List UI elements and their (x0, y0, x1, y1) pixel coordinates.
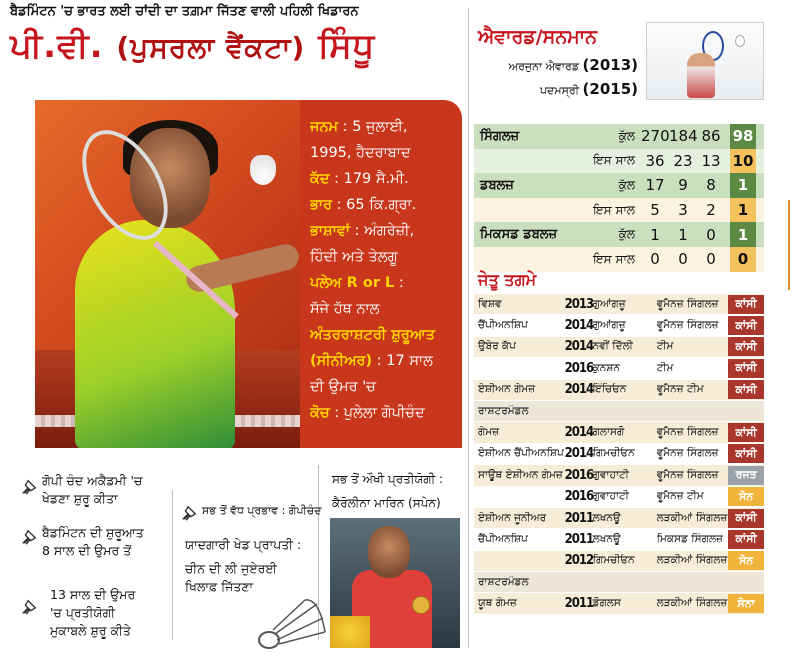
stats-titles: 1 (730, 173, 756, 198)
medal-badge: ਕਾਂਸੀ (728, 509, 764, 528)
edge-accent (788, 200, 790, 290)
stats-lost: 8 (706, 176, 716, 195)
fact-line: 8 ਸਾਲ ਦੀ ਉਮਰ ਤੋਂ (42, 543, 132, 558)
stats-row (474, 247, 764, 272)
medal-row (474, 444, 764, 465)
medal-place: ਡੌਗਲਸ (592, 597, 621, 610)
medal-category: ਵੂਮੈਨਜ਼ ਸਿੰਗਲਜ਼ (656, 468, 719, 481)
medal-event: ਰਾਸ਼ਟਰਮੰਡਲ (478, 575, 529, 588)
bottom-divider (172, 490, 173, 640)
medal-badge: ਸੋਨ (728, 551, 764, 570)
medal-place: ਕੁਨਸ਼ਨ (592, 361, 620, 374)
medal-event: ਚੈਂਪੀਅਨਸ਼ਿਪ (478, 532, 528, 545)
medal-category: ਵੂਮੈਨਜ਼ ਸਿੰਗਲਜ਼ (656, 426, 719, 439)
medal-place: ਨਵੀਂ ਦਿੱਲੀ (592, 340, 633, 353)
stats-lost: 0 (706, 250, 716, 269)
stats-period: ਇਸ ਸਾਲ (593, 202, 635, 217)
debut-key-2: (ਸੀਨੀਅਰ) (310, 353, 373, 369)
medal-year: 2014 (564, 382, 594, 398)
medals-table (474, 294, 764, 615)
medal-place: ਗੁਆਂਗਜ਼ੂ (592, 319, 626, 332)
medal-category: ਵੂਮੈਨਜ਼ ਟੀਮ (656, 490, 704, 503)
medal-place: ਗੁਆਂਗਜ਼ੂ (592, 297, 626, 310)
medal-row (474, 380, 764, 401)
stats-played: 1 (650, 225, 660, 244)
stats-won: 1 (678, 225, 688, 244)
fact-start-age (42, 524, 144, 560)
shuttlecock-icon (735, 35, 745, 47)
medal-row (474, 401, 764, 422)
stats-period: ਇਸ ਸਾਲ (593, 251, 635, 266)
stats-row (474, 198, 764, 223)
medal-row (474, 508, 764, 529)
weight-value: 65 ਕਿ.ਗ੍ਰਾ. (346, 197, 417, 213)
award-label: ਪਦਮਸ੍ਰੀ (539, 84, 580, 97)
medal-year: 2014 (564, 425, 594, 441)
medal-category: ਵੂਮੈਨਜ਼ ਸਿੰਗਲਜ਼ (656, 297, 719, 310)
stats-titles: 1 (730, 222, 756, 247)
medal-badge: ਕਾਂਸੀ (728, 380, 764, 399)
medal-place: ਗਲਾਸਗੋ (592, 426, 625, 439)
fact-line: 'ਚ ਪ੍ਰਤੀਯੋਗੀ (50, 605, 116, 620)
height-value: 179 ਸੈ.ਮੀ. (343, 171, 409, 187)
fact-line: ਖੇਡਣਾ ਸ਼ੁਰੂ ਕੀਤਾ (42, 491, 118, 506)
memorable-value-2: ਖਿਲਾਫ਼ ਜਿੱਤਣਾ (185, 579, 254, 594)
medal-badge: ਕਾਂਸੀ (728, 530, 764, 549)
medal-event: ਏਸ਼ੀਅਨ ਚੈਂਪੀਅਨਸ਼ਿਪ (478, 447, 564, 460)
rival-value: ਕੈਰੋਲੀਨਾ ਮਾਰਿਨ (ਸਪੇਨ) (332, 496, 441, 510)
medal-year: 2013 (564, 296, 594, 312)
profile-box: ਜਨਮ : 5 ਜੁਲਾਈ, 1995, ਹੈਦਰਾਬਾਦ ਕੱਦ : 179 ਸੈ.ਮੀ. ਭਾਰ : 65 ਕਿ.ਗ੍ਰਾ. ਭਾਸ਼ਾਵਾਂ : ਅੰਗਰੇਜ਼ੀ, ਹਿੰਦੀ ਅਤੇ ਤੇਲਗੂ ਪਲੇਅ R or L : ਸੱਜੇ ਹੱਥ ਨਾਲ ਅੰਤਰਰਾਸ਼ਟਰੀ ਸ਼ੁਰੂਆਤ (ਸੀਨੀਅਰ) : 17 ਸਾਲ ਦੀ ਉਮਰ 'ਚ ਕੋਚ : ਪੁਲੇਲਾ ਗੋਪੀਚੰਦ (300, 100, 462, 448)
stats-lost: 86 (701, 127, 721, 146)
stats-played: 5 (650, 201, 660, 220)
medal-place: ਲਖਨਊ (592, 532, 621, 545)
stats-lost: 0 (706, 225, 716, 244)
influence: ਸਭ ਤੋਂ ਵੱਧ ਪ੍ਰਭਾਵ : ਗੋਪੀਚੰਦ (202, 504, 322, 517)
stats-row (474, 149, 764, 174)
stats-played: 0 (650, 250, 660, 269)
fact-line: 13 ਸਾਲ ਦੀ ਉਮਰ (50, 587, 136, 602)
stats-won: 184 (669, 127, 698, 146)
height-key: ਕੱਦ (310, 171, 330, 187)
coach-value: ਪੁਲੇਲਾ ਗੋਪੀਚੰਦ (343, 405, 425, 421)
award-arjuna (478, 56, 638, 78)
shuttlecock-icon (180, 504, 198, 522)
shuttlecock-icon (250, 155, 276, 185)
medal-place: ਗਿਮਚੀਓਨ (592, 447, 635, 460)
memorable-key: ਯਾਦਗਾਰੀ ਖੇਡ ਪ੍ਰਾਪਤੀ : (185, 537, 302, 552)
medal-badge (728, 573, 764, 592)
languages-value: ਅੰਗਰੇਜ਼ੀ, (364, 223, 415, 239)
medal-icon (412, 596, 430, 614)
medal-place: ਗੁਵਾਹਾਟੀ (592, 468, 629, 481)
medal-category: ਲੜਕੀਆਂ ਸਿੰਗਲਜ਼ (656, 554, 728, 567)
medal-year: 2016 (564, 467, 594, 483)
stats-played: 270 (641, 127, 670, 146)
rival-key: ਸਭ ਤੋਂ ਔਖੀ ਪ੍ਰਤੀਯੋਗੀ : (332, 472, 444, 486)
podium-photo (330, 518, 460, 648)
medal-badge: ਰਜਤ (728, 466, 764, 485)
plays-key: ਪਲੇਅ R or L (310, 275, 395, 291)
stats-category: ਮਿਕਸਡ ਡਬਲਜ਼ (480, 227, 558, 243)
stats-titles: 10 (730, 149, 756, 174)
medal-badge: ਕਾਂਸੀ (728, 295, 764, 314)
medal-year: 2014 (564, 318, 594, 334)
stats-row (474, 124, 764, 149)
awards-title: ਐਵਾਰਡ/ਸਨਮਾਨ (478, 26, 598, 48)
medal-badge: ਕਾਂਸੀ (728, 423, 764, 442)
stats-category: ਡਬਲਜ਼ (480, 177, 514, 193)
name-full: (ਪੁਸਰਲਾ ਵੈਂਕਟਾ) (116, 31, 306, 64)
medal-event: ਯੂਥ ਗੇਮਜ਼ (478, 597, 517, 610)
birth-value-2: 1995, ਹੈਦਰਾਬਾਦ (310, 145, 411, 161)
memorable-value: ਚੀਨ ਦੀ ਲੀ ਜੁਏਰਈ (185, 561, 277, 576)
award-year: (2015) (582, 80, 638, 98)
medal-row (474, 422, 764, 443)
medal-event: ਗੇਮਜ਼ (478, 426, 500, 439)
shuttlecock-icon (20, 528, 38, 546)
medal-category: ਵੂਮੈਨਜ਼ ਸਿੰਗਲਜ਼ (656, 447, 719, 460)
medal-year: 2014 (564, 446, 594, 462)
fact-line: ਗੋਪੀ ਚੰਦ ਅਕੈਡਮੀ 'ਚ (42, 473, 143, 488)
medal-row (474, 593, 764, 614)
medal-row (474, 487, 764, 508)
medal-category: ਮਿਕਸਡ ਸਿੰਗਲਜ਼ (656, 532, 723, 545)
medal-row (474, 294, 764, 315)
stats-played: 36 (645, 151, 665, 170)
stats-lost: 2 (706, 201, 716, 220)
medal-place: ਲਖਨਊ (592, 511, 621, 524)
medal-category: ਲੜਕੀਆਂ ਸਿੰਗਲਜ਼ (656, 597, 728, 610)
medal-row (474, 529, 764, 550)
medal-category: ਵੂਮੈਨਜ਼ ਟੀਮ (656, 383, 704, 396)
fact-line: ਮੁਕਾਬਲੇ ਸ਼ੁਰੂ ਕੀਤੇ (50, 623, 131, 638)
medal-place: ਗਿਮਚੀਓਨ (592, 554, 635, 567)
award-photo (646, 22, 764, 100)
medal-badge: ਕਾਂਸੀ (728, 337, 764, 356)
medals-title: ਜੇਤੂ ਤਗਮੇ (478, 270, 537, 289)
medal-event: ਸਾਊਥ ਏਸ਼ੀਅਨ ਗੇਮਜ਼ (478, 468, 563, 481)
birth-value: 5 ਜੁਲਾਈ, (352, 119, 408, 135)
medal-event: ਏਸ਼ੀਅਨ ਗੇਮਜ਼ (478, 383, 536, 396)
birth-key: ਜਨਮ (310, 119, 339, 135)
stats-category: ਸਿੰਗਲਜ਼ (480, 128, 520, 144)
stats-period: ਕੁੱਲ (618, 227, 635, 242)
fact-line: ਬੈਡਮਿੰਟਨ ਦੀ ਸ਼ੁਰੂਆਤ (42, 525, 144, 540)
medal-badge: ਕਾਂਸੀ (728, 316, 764, 335)
medal-category: ਲੜਕੀਆਂ ਸਿੰਗਲਜ਼ (656, 511, 728, 524)
medal-badge: ਸੋਨਾ (728, 594, 764, 613)
stats-period: ਕੁੱਲ (618, 128, 635, 143)
fact-competitive (50, 586, 135, 640)
medal-row (474, 358, 764, 379)
medal-badge (728, 402, 764, 421)
stats-row (474, 222, 764, 247)
medal-year: 2016 (564, 360, 594, 376)
stats-played: 17 (645, 176, 665, 195)
award-year: (2013) (582, 56, 638, 74)
stats-row (474, 173, 764, 198)
medal-place: ਗੁਵਾਹਾਟੀ (592, 490, 629, 503)
medal-row (474, 337, 764, 358)
medal-badge: ਸੋਨ (728, 487, 764, 506)
languages-key: ਭਾਸ਼ਾਵਾਂ (310, 223, 351, 239)
stats-titles: 98 (730, 124, 756, 149)
stats-titles: 1 (730, 198, 756, 223)
name-last: ਸਿੰਧੂ (318, 26, 376, 66)
stats-won: 3 (678, 201, 688, 220)
medal-category: ਟੀਮ (656, 340, 674, 353)
medal-category: ਟੀਮ (656, 361, 674, 374)
column-divider (468, 8, 469, 648)
award-padmashri (478, 80, 638, 102)
debut-value-2: ਦੀ ਉਮਰ 'ਚ (310, 379, 376, 395)
medal-year: 2012 (564, 553, 594, 569)
fact-academy (42, 472, 142, 508)
medal-badge: ਕਾਂਸੀ (728, 359, 764, 378)
stats-won: 0 (678, 250, 688, 269)
stats-lost: 13 (701, 151, 721, 170)
medal-event: ਉਬੇਰ ਕੱਪ (478, 340, 516, 353)
medal-row (474, 315, 764, 336)
medal-event: ਚੈਂਪੀਅਨਸ਼ਿਪ (478, 319, 528, 332)
stats-won: 23 (673, 151, 693, 170)
stats-period: ਇਸ ਸਾਲ (593, 153, 635, 168)
medal-year: 2011 (564, 510, 594, 526)
plays-value: ਸੱਜੇ ਹੱਥ ਨਾਲ (310, 301, 380, 317)
medal-year: 2016 (564, 489, 594, 505)
shuttlecock-icon (20, 598, 38, 616)
medal-year: 2011 (564, 531, 594, 547)
stats-won: 9 (678, 176, 688, 195)
medal-year: 2014 (564, 339, 594, 355)
stats-period: ਕੁੱਲ (618, 177, 635, 192)
debut-value: 17 ਸਾਲ (386, 353, 433, 369)
coach-key: ਕੋਚ (310, 405, 330, 421)
medal-event: ਰਾਸ਼ਟਰਮੰਡਲ (478, 404, 529, 417)
shuttlecock-icon (20, 478, 38, 496)
medal-row (474, 572, 764, 593)
weight-key: ਭਾਰ (310, 197, 333, 213)
top-caption: ਬੈਡਮਿੰਟਨ 'ਚ ਭਾਰਤ ਲਈ ਚਾਂਦੀ ਦਾ ਤਗ਼ਮਾ ਜਿੱਤਣ ਵਾਲੀ ਪਹਿਲੀ ਖਿਡਾਰਨ (10, 4, 359, 19)
player-name (10, 26, 470, 86)
medal-place: ਇੰਚਿਓਨ (592, 383, 627, 396)
medal-badge: ਕਾਂਸੀ (728, 444, 764, 463)
medal-row (474, 551, 764, 572)
debut-key: ਅੰਤਰਰਾਸ਼ਟਰੀ ਸ਼ੁਰੂਆਤ (310, 327, 435, 343)
name-initials: ਪੀ.ਵੀ. (10, 26, 104, 66)
languages-value-2: ਹਿੰਦੀ ਅਤੇ ਤੇਲਗੂ (310, 249, 398, 265)
medal-event: ਵਿਸ਼ਵ (478, 297, 502, 310)
award-label: ਅਰਜੁਨਾ ਐਵਾਰਡ (508, 60, 580, 73)
medal-row (474, 465, 764, 486)
stats-table (474, 124, 764, 272)
shuttlecock-icon (255, 596, 327, 652)
medal-category: ਵੂਮੈਨਜ਼ ਸਿੰਗਲਜ਼ (656, 319, 719, 332)
medal-event: ਏਸ਼ੀਅਨ ਜੂਨੀਅਰ (478, 511, 547, 524)
stats-titles: 0 (730, 247, 756, 272)
player-photo (35, 100, 305, 448)
medal-year: 2011 (564, 596, 594, 612)
